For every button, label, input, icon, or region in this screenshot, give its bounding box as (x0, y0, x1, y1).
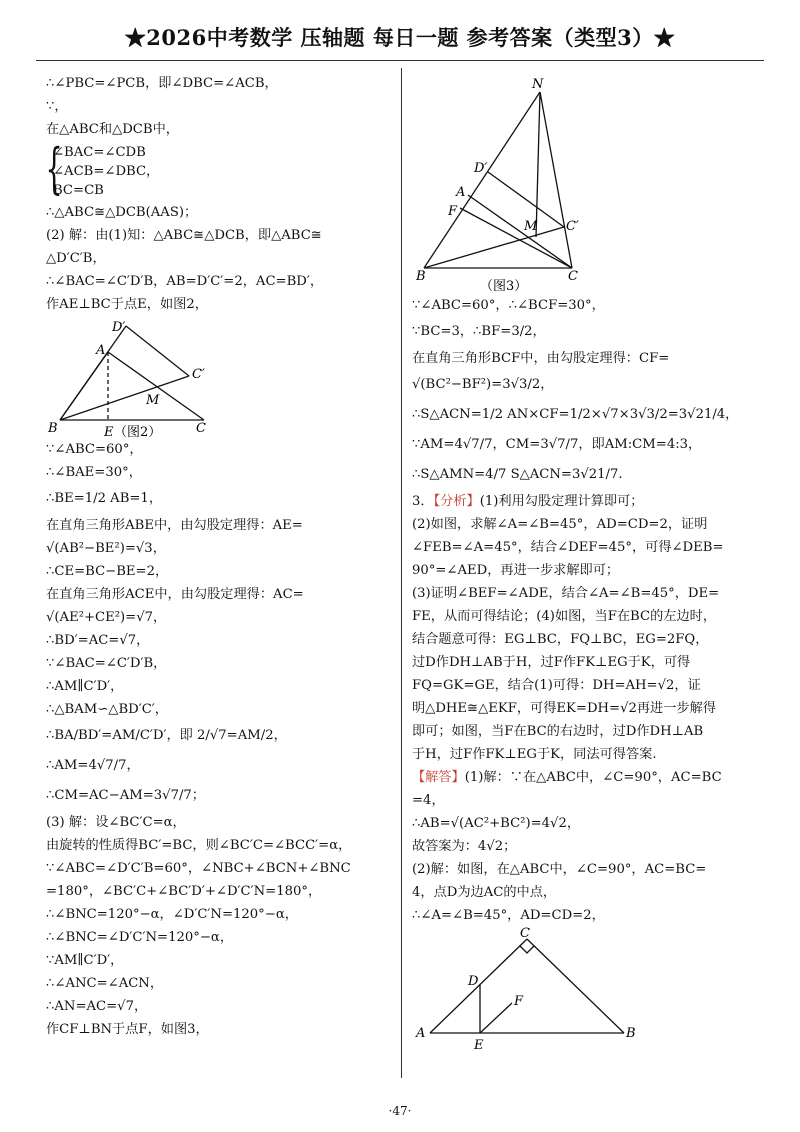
text-line: 明△DHE≅△EKF，可得EK=DH=√2再进一步解得 (412, 701, 716, 716)
text-line: ∴BA/BD′=AM/C′D′，即 2/√7=AM/2， (46, 728, 287, 743)
text-line: (2) 解：由(1)知：△ABC≅△DCB，即△ABC≅ (46, 228, 322, 243)
text-line: ∵， (46, 99, 68, 114)
text-line: ∴S△ACN=1/2 AN×CF=1/2×√7×3√3/2=3√21/4， (412, 407, 739, 422)
text-line: ∴∠BNC=∠D′C′N=120°−α， (46, 930, 234, 945)
text-line: √(BC²−BF²)=3√3/2， (412, 377, 554, 392)
text-line: ∴BD′=AC=√7， (46, 633, 150, 648)
page-number: ·47· (388, 1104, 412, 1118)
text-line: 在△ABC和△DCB中， (46, 122, 179, 137)
text-line: ∴∠A=∠B=45°，AD=CD=2， (412, 908, 605, 923)
text-line: FE，从而可得结论；(4)如图，当F在BC的左边时， (412, 609, 717, 624)
text-line: ∴CE=BC−BE=2， (46, 564, 169, 579)
page-header-title: ★2026中考数学 压轴题 每日一题 参考答案（类型3）★ (124, 25, 676, 50)
text-line: ∴△BAM∽△BD′C′， (46, 702, 168, 717)
fig2-label: B (48, 421, 58, 436)
text-line: 作CF⊥BN于点F，如图3， (46, 1022, 209, 1037)
text-line: 由旋转的性质得BC′=BC，则∠BC′C=∠BCC′=α， (46, 838, 352, 853)
text-line: ∴∠ANC=∠ACN， (46, 976, 164, 991)
text-line: =180°，∠BC′C+∠BC′D′+∠D′C′N=180°， (46, 884, 322, 899)
text-line: 即可；如图，当F在BC的右边时，过D作DH⊥AB (412, 724, 704, 739)
text-line: ∴△ABC≅△DCB(AAS)； (46, 205, 198, 220)
answer-text: (1)解：∵在△ABC中，∠C=90°，AC=BC (464, 770, 722, 785)
text-line: ∵∠ABC=∠D′C′B=60°，∠NBC+∠BCN+∠BNC (46, 861, 351, 876)
text-line: ∴∠BAE=30°， (46, 465, 142, 480)
fig3-label: A (456, 185, 466, 200)
fig3-label: C′ (566, 219, 579, 234)
fig3-label: C (568, 269, 578, 284)
analysis-tag: 【分析】 (433, 494, 480, 509)
brace-glyph: { (45, 137, 63, 200)
text-line: ∴∠BNC=120°−α，∠D′C′N=120°−α， (46, 907, 298, 922)
text-line: 在直角三角形BCF中，由勾股定理得：CF= (412, 351, 670, 366)
text-line: 故答案为：4√2； (412, 839, 517, 854)
text-line: ∠FEB=∠A=45°，结合∠DEF=45°，可得∠DEB= (412, 540, 724, 555)
figure-2 (46, 316, 226, 438)
fig2-label: D′ (112, 320, 126, 335)
condition-line: ∠BAC=∠CDB (53, 145, 146, 160)
fig2-label: M (146, 393, 160, 408)
text-line: 90°=∠AED，再进一步求解即可； (412, 563, 620, 578)
text-line: ∴AN=AC=√7， (46, 999, 148, 1014)
text-line: ∵∠BAC=∠C′D′B， (46, 656, 167, 671)
text-line: ∵∠ABC=60°，∴∠BCF=30°， (412, 298, 605, 313)
fig3-label: F (448, 204, 458, 219)
fig3-label: M (524, 219, 538, 234)
text-line: ∴∠PBC=∠PCB，即∠DBC=∠ACB， (46, 76, 278, 91)
text-line: 作AE⊥BC于点E，如图2， (46, 297, 208, 312)
analysis-heading (412, 490, 762, 513)
answer-heading (412, 766, 762, 789)
fig3-caption: （图3） (480, 279, 528, 294)
text-line: ∵AM=4√7/7，CM=3√7/7，即AM:CM=4:3， (412, 437, 702, 452)
text-line: 在直角三角形ACE中，由勾股定理得：AC= (46, 587, 304, 602)
figure-3 (416, 72, 616, 294)
text-line: 于H，过F作FK⊥EG于K，同法可得答案. (412, 747, 657, 762)
figure-4 (412, 927, 652, 1055)
condition-line: ∠ACB=∠DBC， (53, 164, 160, 179)
text-line: △D′C′B， (46, 251, 106, 266)
text-line: 4，点D为边AC的中点， (412, 885, 557, 900)
header-rule (36, 60, 764, 61)
fig3-label: B (416, 269, 426, 284)
text-line: (3) 解：设∠BC′C=α， (46, 815, 186, 830)
fig4-label: F (514, 994, 524, 1009)
text-line: (2)如图，求解∠A=∠B=45°，AD=CD=2，证明 (412, 517, 708, 532)
answer-tag: 【解答】 (412, 770, 465, 785)
text-line: ∴S△AMN=4/7 S△ACN=3√21/7. (412, 467, 623, 482)
fig3-label: N (532, 77, 544, 92)
text-line: ∵BC=3，∴BF=3/2， (412, 324, 546, 339)
question-number: 3． (412, 494, 434, 509)
text-line: 结合题意可得：EG⊥BC，FQ⊥BC，EG=2FQ， (412, 632, 709, 647)
text-line: =4， (412, 793, 445, 808)
fig2-label: E (104, 425, 114, 438)
text-line: 过D作DH⊥AB于H，过F作FK⊥EG于K，可得 (412, 655, 691, 670)
text-line: ∴CM=AC−AM=3√7/7； (46, 788, 205, 803)
text-line: (2)解：如图，在△ABC中，∠C=90°，AC=BC= (412, 862, 707, 877)
right-column (412, 72, 762, 1055)
fig4-label: A (416, 1026, 426, 1041)
column-divider (401, 68, 402, 1078)
fig3-label: D′ (474, 161, 488, 176)
text-line: ∵AM∥C′D′， (46, 953, 124, 968)
text-line: √(AB²−BE²)=√3， (46, 541, 166, 556)
text-line: (3)证明∠BEF=∠ADE，结合∠A=∠B=45°，DE= (412, 586, 720, 601)
text-line: ∴AB=√(AC²+BC²)=4√2， (412, 816, 581, 831)
congruence-conditions (45, 137, 391, 201)
text-line: ∴AM=4√7/7， (46, 758, 140, 773)
text-line: 在直角三角形ABE中，由勾股定理得：AE= (46, 518, 303, 533)
text-line: ∴AM∥C′D′， (46, 679, 124, 694)
fig4-label: D (468, 974, 479, 989)
text-line: ∴∠BAC=∠C′D′B，AB=D′C′=2，AC=BD′， (46, 274, 324, 289)
fig4-label: C (520, 927, 530, 941)
fig2-label: C′ (192, 367, 205, 382)
condition-line: BC=CB (53, 183, 104, 198)
text-line: ∴BE=1/2 AB=1， (46, 491, 163, 506)
fig2-label: C (196, 421, 206, 436)
analysis-text: (1)利用勾股定理计算即可； (479, 494, 644, 509)
text-line: ∵∠ABC=60°， (46, 442, 143, 457)
fig2-caption: （图2） (114, 425, 162, 438)
left-column (46, 72, 391, 1041)
text-line: FQ=GK=GE，结合(1)可得：DH=AH=√2，证 (412, 678, 701, 693)
fig2-label: A (96, 343, 106, 358)
fig4-label: E (474, 1038, 484, 1053)
text-line: √(AE²+CE²)=√7， (46, 610, 167, 625)
fig4-label: B (626, 1026, 636, 1041)
